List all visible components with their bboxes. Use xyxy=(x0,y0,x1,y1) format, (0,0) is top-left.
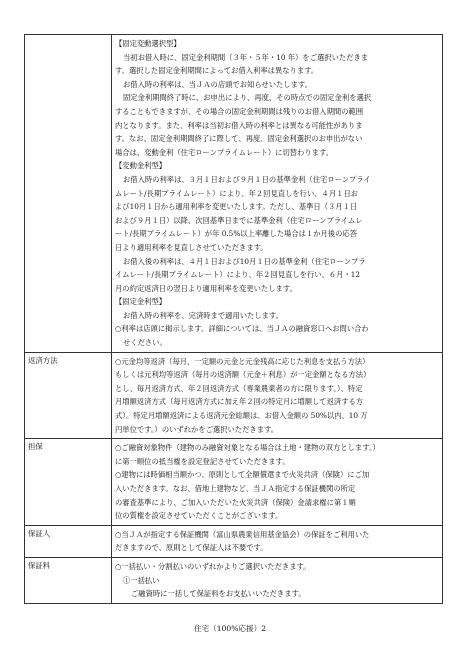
repayment-method-row xyxy=(25,352,443,439)
section-heading: 【固定変動選択型】 xyxy=(115,39,181,48)
text-line: ご融資時に一括して保証料をお支払いいただきます。 xyxy=(131,589,306,599)
text-line: ○ご融資対象物件（建物のみ融資対象となる場合は土地・建物の双方とします。） xyxy=(115,443,380,453)
row-content xyxy=(112,35,443,353)
text-line: に第一順位の抵当権を設定登記させていただきます。 xyxy=(115,456,290,466)
text-line: お借入時の利率は、当ＪＡの店頭でお知らせいたします。 xyxy=(123,79,312,89)
text-line: 入いただきます。なお、借地上建物など、当ＪＡ指定する保証機関の所定 xyxy=(115,484,356,493)
text-line: 日より適用利率を見直しさせていただきます。 xyxy=(115,242,268,252)
text-line: ○利率は店頭に掲示します。詳細については、当ＪＡの融資窓口へお問い合わ xyxy=(115,324,369,334)
page-footer: 住宅（100%応援）2 xyxy=(193,624,267,633)
text-line: お借入時の利率は、３月１日および９月１日の基準金利（住宅ローンプライ xyxy=(123,174,371,184)
text-line: す。選択した固定金利期間によってお借入利率は異なります。 xyxy=(115,66,319,76)
row-content xyxy=(112,439,443,526)
text-line: ート/長期プライムレート）が年 0.5%以上率離した場合は１か月後の応答 xyxy=(115,229,358,239)
text-line: ①一括払い xyxy=(123,575,160,585)
section-heading: 【変動金利型】 xyxy=(115,161,167,171)
text-line: ○当ＪＡが指定する保証機関（富山県農業信用基金協会）の保証をご利用いた xyxy=(115,529,370,539)
row-content xyxy=(112,525,443,557)
row-label: 保証人 xyxy=(25,525,112,557)
text-line: とし、毎月返済方式、年２回返済方式（専業農業者の方に限ります。）、特定 xyxy=(115,383,363,393)
text-line: せください。 xyxy=(123,338,167,348)
text-line: よび10月１日から適用利率を変更いたします。ただし、基準日（３月１日 xyxy=(115,202,358,212)
document-page xyxy=(24,34,443,604)
text-line: 位の質権を設定させていただくことがございます。 xyxy=(115,511,283,521)
text-line: イムレート/長期プライムレート）により、年２回見直しを行い、６月・12 xyxy=(115,270,361,280)
text-line: することもできますが、その場合の固定金利期間は残りのお借入期間の範囲 xyxy=(115,106,364,116)
guarantee-fee-row xyxy=(25,557,443,603)
row-content xyxy=(112,352,443,439)
row-label: 保証料 xyxy=(25,557,112,603)
interest-rate-row xyxy=(25,35,443,353)
text-line: お借入時の利率を、完済時まで適用いたします。 xyxy=(123,310,283,320)
text-line: だきますので、原則として保証人は不要です。 xyxy=(115,543,268,553)
text-line: 内となります。また、利率は当初お借入時の利率とは異なる可能性がありま xyxy=(115,120,363,130)
text-line: もしくは元利均等返済（毎月の返済額（元金＋利息）が一定金額となる方法） xyxy=(115,370,371,380)
text-line: お借入後の利率は、４月１日および10月１日の基準金利（住宅ローンプラ xyxy=(123,256,366,266)
section-heading: 【固定金利型】 xyxy=(115,297,167,307)
text-line: の審査基準により、ご加入いただいた火災共済（保険）金請求権に第１順 xyxy=(115,497,356,507)
guarantor-row xyxy=(25,525,443,557)
text-line: 当初お借入時に、固定金利期間（３年・５年・10 年）をご選択いただきま xyxy=(123,52,369,62)
text-line: す。なお、固定金利期間終了に際して、再度、固定金利選択のお申出がない xyxy=(115,134,363,144)
text-line: 円単位です。）のいずれかをご選択いただきます。 xyxy=(115,424,279,434)
text-line: 場合は、変動金利（住宅ローンプライムレート）に切替わります。 xyxy=(115,147,333,157)
row-label: 担保 xyxy=(25,439,112,526)
row-label: 返済方法 xyxy=(25,352,112,439)
text-line: ムレート/長期プライムレート）により、年２回見直しを行い、４月１日お xyxy=(115,188,359,198)
text-line: 月の約定返済日の翌日より適用利率を変更いたします。 xyxy=(115,283,297,293)
text-line: 固定金利期間終了時に、お申出により、再度、その時点での固定金利を選択 xyxy=(123,93,372,103)
text-line: 式）。特定月増額返済による返済元金総額は、お借入金額の 50%以内、10 万 xyxy=(115,411,368,421)
row-label xyxy=(25,35,112,353)
loan-terms-table xyxy=(24,34,443,604)
row-content xyxy=(112,557,443,603)
text-line: および９月１日）以降、次回基準日までに基準金利（住宅ローンプライムレ xyxy=(115,215,363,225)
text-line: 月増額返済方式（毎月返済方式に加え年２回の特定月に増額して返済する方 xyxy=(115,397,364,407)
collateral-row xyxy=(25,439,443,526)
text-line: ○元金均等返済（毎月、一定額の元金と元金残高に応じた利息を支払う方法） xyxy=(115,356,370,366)
text-line: ○一括払い・分割払いのいずれかよりご選択いただきます。 xyxy=(115,561,311,571)
text-line: ○建物には時価相当額かつ、原則として全額償還まで火災共済（保険）にご加 xyxy=(115,470,370,480)
